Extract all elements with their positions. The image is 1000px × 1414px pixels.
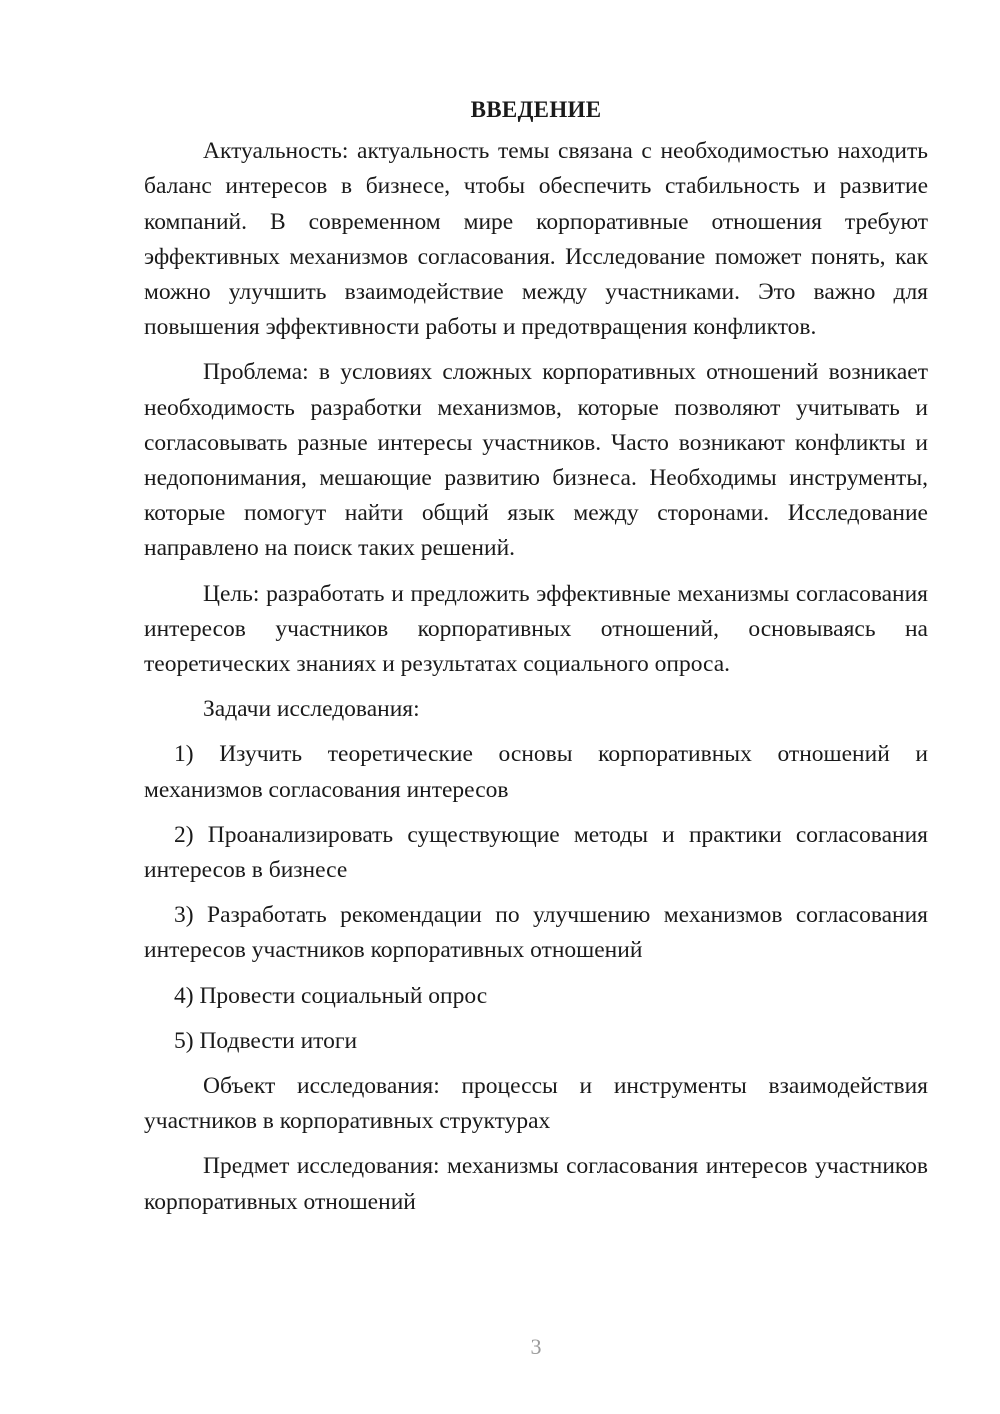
paragraph-subject: Предмет исследования: механизмы согласования интересов участников корпоративных отношений (144, 1153, 928, 1215)
page-number: 3 (530, 1334, 542, 1359)
task-item-5: 5) Подвести итоги (174, 1027, 358, 1054)
page-title: ВВЕДЕНИЕ (470, 97, 602, 122)
task-item-4: 4) Провести социальный опрос (174, 982, 488, 1009)
task-item-3: 3) Разработать рекомендации по улучшению механизмов согласования интересов участников корпоративных отношений (144, 902, 928, 964)
paragraph-relevance: Актуальность: актуальность темы связана с необходимостью находить баланс интересов в бизнесе, чтобы обеспечить стабильность и развитие компаний. В современном мире корпоративные отношения требуют эффективных механизмов согласования. Исследование поможет понять, как можно улучшить взаимодействие между участниками. Это важно для повышения эффективности работы и предотвращения конфликтов. (144, 138, 928, 341)
task-item-2: 2) Проанализировать существующие методы и практики согласования интересов в бизнесе (144, 821, 928, 884)
paragraph-goal: Цель: разработать и предложить эффективные механизмы согласования интересов участников корпоративных отношений, основываясь на теоретических знаниях и результатах социального опроса. (144, 580, 928, 678)
paragraph-problem: Проблема: в условиях сложных корпоративных отношений возникает необходимость разработки механизмов, которые позволяют учитывать и согласовывать разные интересы участников. Часто возникают конфликты и недопонимания, мешающие развитию бизнеса. Необходимы инструменты, которые помогут найти общий язык между сторонами. Исследование направлено на поиск таких решений. (144, 359, 928, 562)
task-item-1: 1) Изучить теоретические основы корпоративных отношений и механизмов согласования интересов (144, 741, 928, 803)
paragraph-object: Объект исследования: процессы и инструменты взаимодействия участников в корпоративных структурах (144, 1073, 928, 1135)
document-body (144, 92, 928, 1230)
tasks-heading: Задачи исследования: (203, 696, 420, 723)
